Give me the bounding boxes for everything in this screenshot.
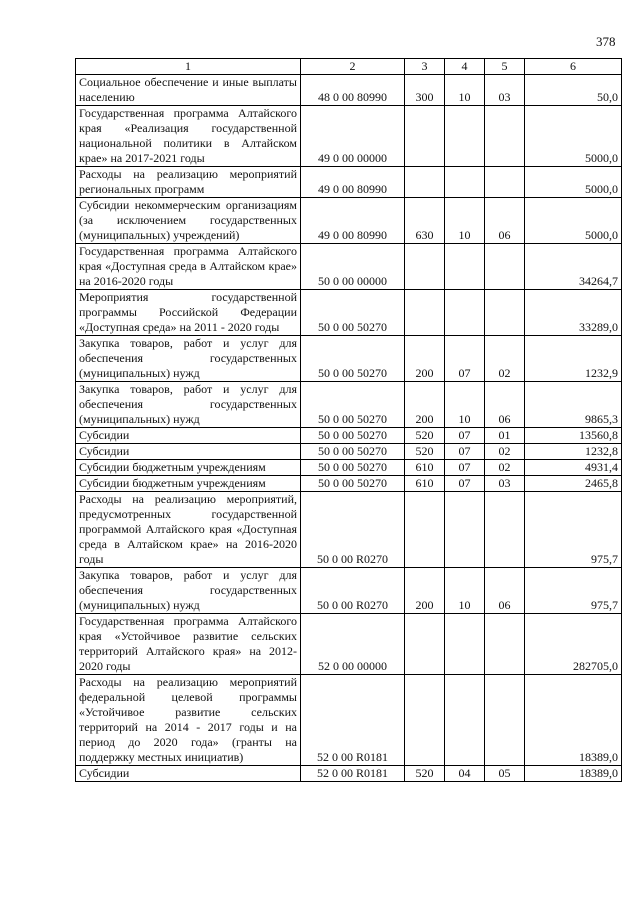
- amount-cell: 18389,0: [525, 766, 622, 782]
- target-code-cell: 52 0 00 00000: [301, 614, 405, 675]
- row-name-cell: Государственная программа Алтайского края «Реализация государственной национальной политики в Алтайском крае» на 2017-2021 годы: [76, 106, 301, 167]
- table-row: [76, 476, 622, 492]
- row-name-cell: Субсидии некоммерческим организациям (за исключением государственных (муниципальных) учреждений): [76, 198, 301, 244]
- expense-type-cell: 200: [405, 382, 445, 428]
- subsection-cell: [485, 614, 525, 675]
- section-cell: [445, 675, 485, 766]
- expense-type-cell: [405, 106, 445, 167]
- subsection-cell: 03: [485, 476, 525, 492]
- subsection-cell: 05: [485, 766, 525, 782]
- header-col-5: 5: [485, 59, 525, 75]
- section-cell: 07: [445, 428, 485, 444]
- table-row: [76, 244, 622, 290]
- expense-type-cell: 200: [405, 568, 445, 614]
- row-name-cell: Государственная программа Алтайского края «Доступная среда в Алтайском крае» на 2016-2020 годы: [76, 244, 301, 290]
- row-name-cell: Субсидии бюджетным учреждениям: [76, 460, 301, 476]
- row-name-cell: Закупка товаров, работ и услуг для обеспечения государственных (муниципальных) нужд: [76, 336, 301, 382]
- subsection-cell: [485, 492, 525, 568]
- amount-cell: 282705,0: [525, 614, 622, 675]
- expense-type-cell: [405, 244, 445, 290]
- expense-type-cell: 520: [405, 766, 445, 782]
- target-code-cell: 50 0 00 R0270: [301, 568, 405, 614]
- target-code-cell: 48 0 00 80990: [301, 75, 405, 106]
- row-name-cell: Субсидии: [76, 444, 301, 460]
- table-row: [76, 198, 622, 244]
- expense-type-cell: [405, 290, 445, 336]
- section-cell: [445, 167, 485, 198]
- subsection-cell: 03: [485, 75, 525, 106]
- subsection-cell: 06: [485, 382, 525, 428]
- expense-type-cell: 610: [405, 476, 445, 492]
- subsection-cell: 06: [485, 568, 525, 614]
- expense-type-cell: 610: [405, 460, 445, 476]
- target-code-cell: 49 0 00 80990: [301, 167, 405, 198]
- subsection-cell: 06: [485, 198, 525, 244]
- table-row: [76, 444, 622, 460]
- section-cell: 07: [445, 460, 485, 476]
- table-row: [76, 675, 622, 766]
- table-row: [76, 290, 622, 336]
- table-row: [76, 428, 622, 444]
- row-name-cell: Расходы на реализацию мероприятий, предусмотренных государственной программой Алтайского края «Доступная среда в Алтайском крае» на 2016-2020 годы: [76, 492, 301, 568]
- amount-cell: 1232,9: [525, 336, 622, 382]
- amount-cell: 50,0: [525, 75, 622, 106]
- expense-type-cell: 630: [405, 198, 445, 244]
- table-body: [76, 75, 622, 782]
- row-name-cell: Субсидии бюджетным учреждениям: [76, 476, 301, 492]
- subsection-cell: 02: [485, 444, 525, 460]
- section-cell: [445, 614, 485, 675]
- subsection-cell: 01: [485, 428, 525, 444]
- header-col-4: 4: [445, 59, 485, 75]
- section-cell: 10: [445, 382, 485, 428]
- section-cell: 07: [445, 336, 485, 382]
- target-code-cell: 50 0 00 R0270: [301, 492, 405, 568]
- expense-type-cell: 520: [405, 444, 445, 460]
- target-code-cell: 49 0 00 80990: [301, 198, 405, 244]
- amount-cell: 5000,0: [525, 106, 622, 167]
- subsection-cell: [485, 244, 525, 290]
- budget-table: [75, 58, 622, 782]
- section-cell: [445, 106, 485, 167]
- target-code-cell: 50 0 00 50270: [301, 336, 405, 382]
- expense-type-cell: [405, 167, 445, 198]
- subsection-cell: [485, 675, 525, 766]
- section-cell: 07: [445, 476, 485, 492]
- amount-cell: 4931,4: [525, 460, 622, 476]
- target-code-cell: 50 0 00 50270: [301, 460, 405, 476]
- table-row: [76, 614, 622, 675]
- section-cell: 07: [445, 444, 485, 460]
- target-code-cell: 50 0 00 50270: [301, 476, 405, 492]
- expense-type-cell: 300: [405, 75, 445, 106]
- target-code-cell: 50 0 00 50270: [301, 444, 405, 460]
- amount-cell: 34264,7: [525, 244, 622, 290]
- row-name-cell: Субсидии: [76, 428, 301, 444]
- table-row: [76, 382, 622, 428]
- header-row: [76, 59, 622, 75]
- expense-type-cell: [405, 614, 445, 675]
- target-code-cell: 50 0 00 50270: [301, 382, 405, 428]
- target-code-cell: 52 0 00 R0181: [301, 675, 405, 766]
- amount-cell: 975,7: [525, 492, 622, 568]
- amount-cell: 18389,0: [525, 675, 622, 766]
- page-number: 378: [596, 34, 616, 49]
- header-col-1: 1: [76, 59, 301, 75]
- row-name-cell: Субсидии: [76, 766, 301, 782]
- section-cell: 04: [445, 766, 485, 782]
- header-col-3: 3: [405, 59, 445, 75]
- amount-cell: 2465,8: [525, 476, 622, 492]
- table-row: [76, 492, 622, 568]
- table-row: [76, 106, 622, 167]
- amount-cell: 33289,0: [525, 290, 622, 336]
- amount-cell: 5000,0: [525, 198, 622, 244]
- section-cell: 10: [445, 198, 485, 244]
- target-code-cell: 50 0 00 50270: [301, 428, 405, 444]
- row-name-cell: Расходы на реализацию мероприятий федеральной целевой программы «Устойчивое развитие сельских территорий на 2014 - 2017 годы и на период до 2020 года» (гранты на поддержку местных инициатив): [76, 675, 301, 766]
- table-row: [76, 75, 622, 106]
- table-row: [76, 336, 622, 382]
- subsection-cell: [485, 106, 525, 167]
- amount-cell: 1232,8: [525, 444, 622, 460]
- target-code-cell: 49 0 00 00000: [301, 106, 405, 167]
- section-cell: 10: [445, 568, 485, 614]
- amount-cell: 5000,0: [525, 167, 622, 198]
- row-name-cell: Государственная программа Алтайского края «Устойчивое развитие сельских территорий Алтайского края» на 2012-2020 годы: [76, 614, 301, 675]
- row-name-cell: Закупка товаров, работ и услуг для обеспечения государственных (муниципальных) нужд: [76, 382, 301, 428]
- header-col-6: 6: [525, 59, 622, 75]
- subsection-cell: [485, 290, 525, 336]
- amount-cell: 13560,8: [525, 428, 622, 444]
- target-code-cell: 52 0 00 R0181: [301, 766, 405, 782]
- row-name-cell: Расходы на реализацию мероприятий региональных программ: [76, 167, 301, 198]
- table-row: [76, 766, 622, 782]
- header-col-2: 2: [301, 59, 405, 75]
- expense-type-cell: [405, 675, 445, 766]
- table-row: [76, 568, 622, 614]
- subsection-cell: 02: [485, 460, 525, 476]
- table-row: [76, 167, 622, 198]
- section-cell: 10: [445, 75, 485, 106]
- amount-cell: 9865,3: [525, 382, 622, 428]
- subsection-cell: [485, 167, 525, 198]
- row-name-cell: Мероприятия государственной программы Российской Федерации «Доступная среда» на 2011 - 2020 годы: [76, 290, 301, 336]
- amount-cell: 975,7: [525, 568, 622, 614]
- row-name-cell: Социальное обеспечение и иные выплаты населению: [76, 75, 301, 106]
- section-cell: [445, 290, 485, 336]
- subsection-cell: 02: [485, 336, 525, 382]
- target-code-cell: 50 0 00 50270: [301, 290, 405, 336]
- table-row: [76, 460, 622, 476]
- row-name-cell: Закупка товаров, работ и услуг для обеспечения государственных (муниципальных) нужд: [76, 568, 301, 614]
- expense-type-cell: 200: [405, 336, 445, 382]
- target-code-cell: 50 0 00 00000: [301, 244, 405, 290]
- expense-type-cell: 520: [405, 428, 445, 444]
- section-cell: [445, 492, 485, 568]
- expense-type-cell: [405, 492, 445, 568]
- section-cell: [445, 244, 485, 290]
